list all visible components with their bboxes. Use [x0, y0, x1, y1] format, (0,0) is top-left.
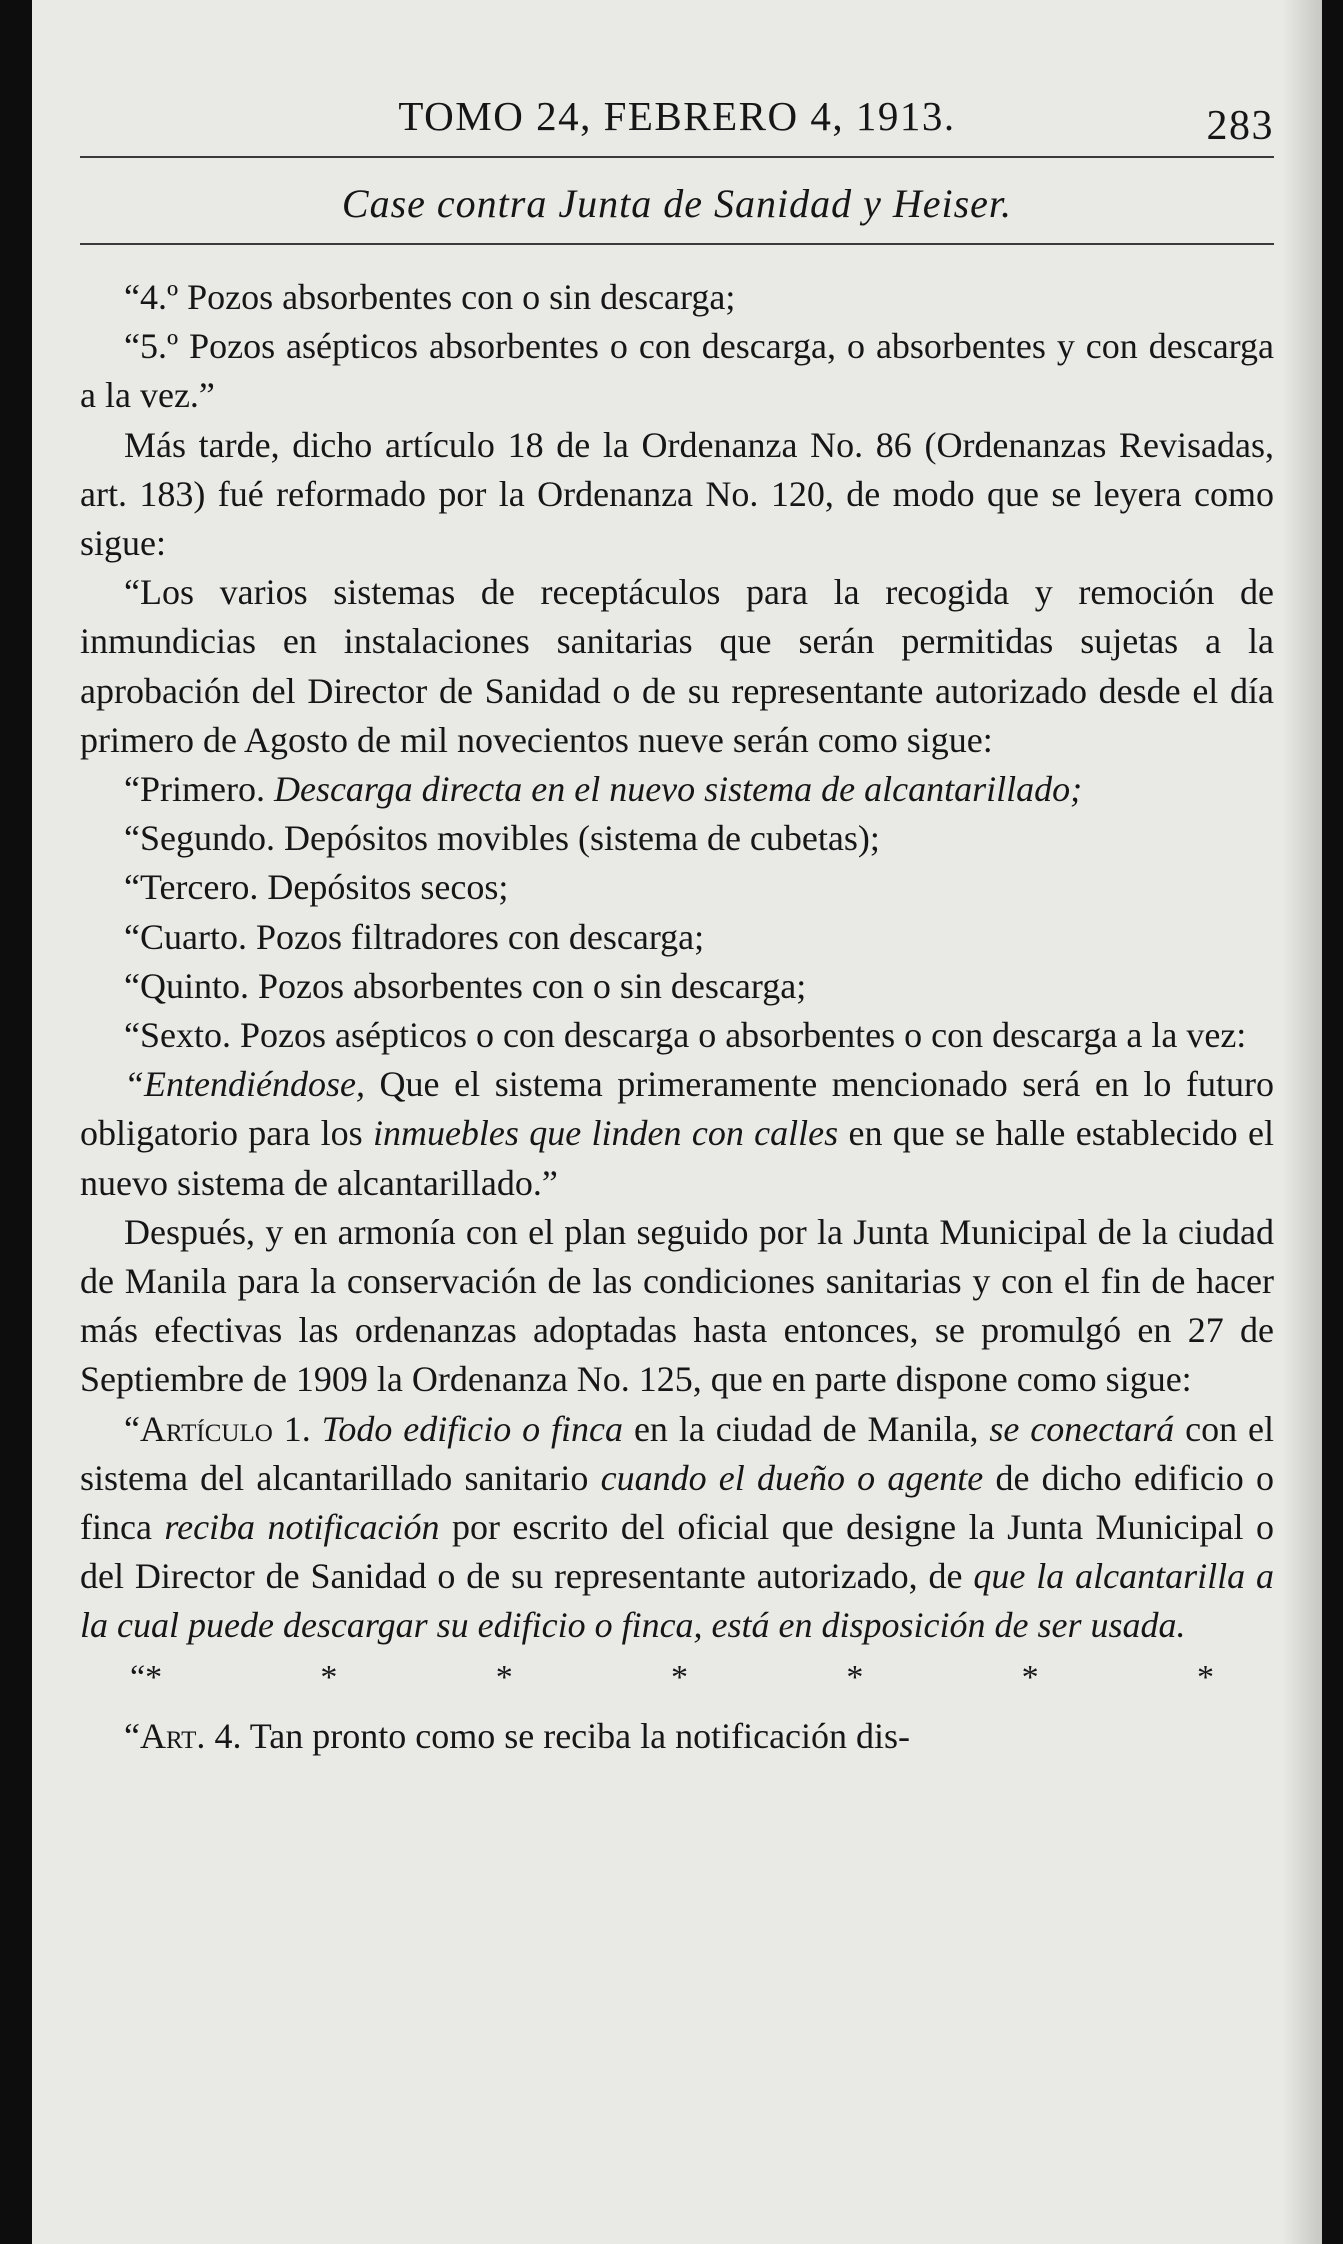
italic-text: inmuebles que linden con calles: [372, 1113, 839, 1154]
text-run: “4.º Pozos absorbentes con o sin descarga;: [124, 277, 736, 317]
running-head: [80, 84, 1274, 148]
text-run: “Quinto. Pozos absorbentes con o sin descarga;: [124, 965, 807, 1006]
text-run: “Primero.: [124, 769, 274, 810]
italic-text: se conectará: [989, 1408, 1175, 1449]
page-number: 283: [1206, 103, 1274, 149]
italic-text: que la alcantarilla a la cual puede descargar su edificio o finca, está en disposición de ser usada.: [80, 1556, 1274, 1646]
text-run: por escrito del oficial que designe la Junta Municipal o del Director de Sanidad o de su representante autorizado, de: [80, 1507, 1274, 1597]
text-run: en la ciudad de Manila,: [623, 1408, 990, 1449]
paragraph: [80, 962, 1274, 1011]
ellipsis-star: *: [320, 1658, 338, 1696]
running-title: TOMO 24, FEBRERO 4, 1913.: [398, 93, 956, 139]
open-quote: “: [124, 1715, 140, 1756]
last-paragraph: [80, 1712, 1274, 1761]
italic-text: Descarga directa en el nuevo sistema de alcantarillado;: [273, 769, 1083, 810]
page-content: [80, 84, 1274, 1761]
page-edge-shadow: [1282, 0, 1322, 2244]
text-run: en que se halle establecido el nuevo sistema de alcantarillado.”: [80, 1113, 1274, 1203]
italic-text: Todo edificio o finca: [321, 1408, 624, 1449]
ellipsis-star: *: [846, 1658, 864, 1696]
paragraph: [80, 1011, 1274, 1060]
paragraph: [80, 765, 1274, 814]
text-run: con el sistema del alcantarillado sanitario: [80, 1408, 1275, 1498]
paragraph: [80, 1060, 1274, 1208]
text-run: Después, y en armonía con el plan seguido por la Junta Municipal de la ciudad de Manila para la conservación de las condiciones sanitarias y con el fin de hacer más efectivas las ordenanzas adoptadas hasta entonces, se promulgó en 27 de Septiembre de 1909 la Ordenanza No. 125, que en parte dispone como sigue:: [80, 1211, 1274, 1400]
paragraph: [80, 863, 1274, 912]
text-run: “: [124, 1408, 140, 1449]
ellipsis-star: *: [1021, 1658, 1039, 1696]
book-page: [32, 0, 1322, 2244]
paragraph: [80, 1405, 1274, 1651]
paragraph: [80, 913, 1274, 962]
italic-text: cuando el dueño o agente: [600, 1457, 984, 1498]
text-run: Más tarde, dicho artículo 18 de la Ordenanza No. 86 (Ordenanzas Revisadas, art. 183) fué reformado por la Ordenanza No. 120, de modo que se leyera como sigue:: [80, 424, 1274, 564]
ellipsis-star: “*: [130, 1658, 163, 1696]
ellipsis-star: *: [1196, 1658, 1214, 1696]
text-run: “Sexto. Pozos asépticos o con descarga o absorbentes o con descarga a la vez:: [124, 1015, 1247, 1056]
paragraph: [80, 421, 1274, 569]
italic-text: reciba notificación: [164, 1507, 440, 1548]
text-run: Que el sistema primeramente mencionado será en lo futuro obligatorio para los: [80, 1064, 1274, 1154]
body-text: [80, 273, 1274, 1761]
text-run: “Cuarto. Pozos filtradores con descarga;: [124, 916, 705, 957]
text-run: “Segundo. Depósitos movibles (sistema de cubetas);: [124, 818, 880, 859]
italic-text: “Entendiéndose,: [124, 1064, 365, 1105]
last-paragraph-text: 4. Tan pronto como se reciba la notificación dis-: [205, 1715, 911, 1756]
paragraph: [80, 322, 1274, 420]
paragraph: [80, 814, 1274, 863]
case-title: Case contra Junta de Sanidad y Heiser.: [341, 181, 1013, 226]
ellipsis-stars: [80, 1653, 1274, 1702]
paragraph: [80, 273, 1274, 322]
text-run: “Los varios sistemas de receptáculos para la recogida y remoción de inmundicias en instalaciones sanitarias que serán permitidas sujetas a la aprobación del Director de Sanidad o de su representante autorizado desde el día primero de Agosto de mil novecientos nueve serán como sigue:: [80, 572, 1274, 760]
ellipsis-star: *: [671, 1658, 689, 1696]
paragraph: [80, 1208, 1274, 1405]
paragraph-list: [80, 273, 1274, 1651]
text-run: “5.º Pozos asépticos absorbentes o con descarga, o absorbentes y con descarga a la vez.”: [80, 326, 1274, 416]
text-run: de dicho edificio o finca: [80, 1457, 1274, 1548]
ellipsis-star: *: [495, 1658, 513, 1696]
subheader-rule: [80, 243, 1274, 245]
text-run: 1.: [272, 1408, 322, 1449]
paragraph: [80, 568, 1274, 765]
text-run: “Tercero. Depósitos secos;: [124, 867, 509, 908]
article-label: Art.: [139, 1715, 206, 1756]
small-caps-text: Artículo: [139, 1408, 273, 1449]
